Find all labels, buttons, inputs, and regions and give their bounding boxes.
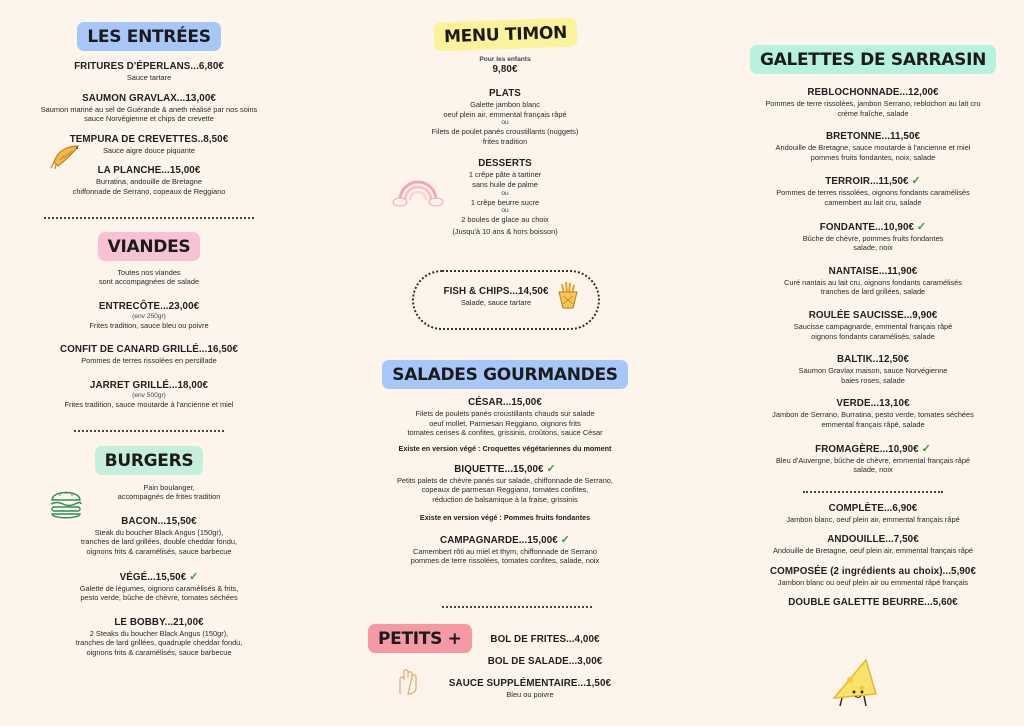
section-title-salades: SALADES GOURMANDES <box>382 360 627 389</box>
item-desc: pesto verde, bûche de chèvre, tomates séchées <box>80 593 238 603</box>
burgers-intro: accompagnés de frites tradition <box>117 492 221 502</box>
item-desc: sauce Norvégienne et chips de crevette <box>84 114 214 124</box>
petit-desc: Bleu ou poivre <box>506 690 554 699</box>
fries-cone-icon <box>556 280 580 310</box>
item-desc: Bûche de chèvre, pommes fruits fondantes <box>802 233 944 243</box>
item-desc: camembert au lait cru, salade <box>824 197 922 207</box>
menu-item <box>18 380 280 410</box>
timon-plats-title: PLATS <box>489 88 521 99</box>
column-left <box>18 0 280 657</box>
item-desc: Andouille de Bretagne, sauce moutarde à l'ancienne et miel <box>775 143 971 153</box>
item-desc: 2 Steaks du boucher Black Angus (150gr), <box>89 628 229 638</box>
item-desc: Saumon Gravlax maison, sauce Norvégienne <box>798 366 948 376</box>
menu-item <box>18 165 280 196</box>
item-name <box>728 87 1018 99</box>
salade-desc: tomates cerises & confites, grissinis, croûtons, sauce César <box>407 428 603 438</box>
salade-desc: Filets de poulets panés croustillants chauds sur salade <box>415 409 595 418</box>
item-name-text: SAUMON GRAVLAX...13,00€ <box>82 92 216 104</box>
menu-item <box>38 617 280 658</box>
item-desc: baies roses, salade <box>841 375 905 385</box>
menu-item <box>18 61 280 83</box>
timon-line: ou <box>501 189 509 197</box>
petit-item <box>440 678 620 700</box>
petit-name: SAUCE SUPPLÉMENTAIRE...1,50€ <box>448 678 612 689</box>
section-title-viandes: VIANDES <box>98 232 201 261</box>
item-name-text: BALTIK..12,50€ <box>837 354 909 366</box>
timon-desserts-title: DESSERTS <box>478 158 532 170</box>
salade-name: CÉSAR...15,00€ <box>468 397 542 408</box>
timon-plats <box>360 100 650 146</box>
leaf-icon: ✓ <box>916 220 927 233</box>
timon-line: oeuf plein air, emmental français râpé <box>443 109 567 119</box>
item-name <box>728 266 1018 278</box>
menu-item <box>38 571 280 603</box>
item-desc: salade, noix <box>853 243 893 253</box>
shrimp-tempura-icon <box>50 140 84 170</box>
petit-item <box>460 634 630 646</box>
item-name <box>18 344 280 356</box>
item-name-text: DOUBLE GALETTE BEURRE...5,60€ <box>788 597 958 609</box>
item-desc: tranches de lard grillées, double cheddar fondu, <box>80 537 238 547</box>
item-name-text: TEMPURA DE CREVETTES..8,50€ <box>69 133 229 145</box>
timon-note: (Jusqu'à 10 ans & hors boisson) <box>452 226 558 236</box>
item-name <box>728 221 1018 234</box>
item-desc: crème fraîche, salade <box>837 108 909 118</box>
hand-icon <box>394 664 420 696</box>
viandes-list <box>18 301 280 410</box>
item-desc: Andouille de Bretagne, oeuf plein air, emmental français râpé <box>772 546 974 556</box>
timon-line: Filets de poulet panés croustillants (nuggets) <box>431 127 579 137</box>
section-title-galettes: GALETTES DE SARRASIN <box>750 45 996 74</box>
item-desc: pommes fruits fondantes, noix, salade <box>810 152 936 162</box>
galettes-list <box>728 87 1018 475</box>
menu-item <box>728 266 1018 297</box>
item-name <box>18 93 280 105</box>
item-name-text: FROMAGÈRE...10,90€ <box>815 443 919 455</box>
item-desc: Sauce tartare <box>126 73 172 82</box>
item-desc: Pommes de terres rissolées en persillade <box>81 356 217 366</box>
item-desc: Pommes de terres rissolées, oignons fondants caramélisés <box>776 188 970 198</box>
petit-name: BOL DE FRITES...4,00€ <box>490 634 600 645</box>
item-desc: Bleu d'Auvergne, bûche de chèvre, emmental français râpé <box>775 455 971 465</box>
item-desc: oignons frits & caramélisés, sauce barbecue <box>86 546 232 556</box>
timon-line: Galette jambon blanc <box>470 100 540 109</box>
item-desc: tranches de lard grillées, salade <box>820 287 926 297</box>
petit-item <box>460 656 630 668</box>
item-desc: Saucisse campagnarde, emmental français râpé <box>793 321 953 331</box>
divider <box>442 606 592 608</box>
section-title-petits: PETITS + <box>368 624 472 653</box>
item-desc: Sauce aigre douce piquante <box>102 145 196 155</box>
menu-item <box>728 398 1018 429</box>
item-desc: Jambon blanc ou oeuf plein air ou emmental râpé français <box>777 577 969 587</box>
item-desc: tranches de lard grillées, quadruple cheddar fondu, <box>75 638 243 648</box>
item-name-text: LE BOBBY...21,00€ <box>114 616 204 628</box>
timon-line: ou <box>501 119 509 127</box>
divider <box>74 430 224 432</box>
section-title-entrees: LES ENTRÉES <box>77 22 220 51</box>
menu-item <box>728 175 1018 207</box>
item-name-text: VÉGÉ...15,50€ <box>119 571 187 583</box>
menu-item <box>728 354 1018 385</box>
item-desc: salade, noix <box>853 465 893 475</box>
fish-desc: Salade, sauce tartare <box>460 298 532 307</box>
salades-section <box>360 360 650 566</box>
rainbow-icon <box>392 172 444 208</box>
item-name-text: FRITURES D'ÉPERLANS...6,80€ <box>74 61 224 72</box>
section-title-burgers: BURGERS <box>95 446 204 475</box>
item-name <box>18 61 280 73</box>
item-name <box>728 443 1018 456</box>
menu-item <box>18 301 280 331</box>
item-name <box>728 310 1018 322</box>
item-desc: oignons frits & caramélisés, sauce barbecue <box>86 647 232 657</box>
entrees-list <box>18 61 280 197</box>
item-desc: Frites tradition, sauce bleu ou poivre <box>89 320 209 330</box>
vege-note: Existe en version végé : Pommes fruits fondantes <box>419 512 591 522</box>
cheese-mascot-icon <box>826 654 882 710</box>
menu-item <box>18 344 280 366</box>
salade-desc: Petits palets de chèvre panés sur salade, chiffonnade de Serrano, <box>397 475 613 485</box>
salade-desc: copeaux de parmesan Reggiano, tomates confites, <box>421 485 589 495</box>
item-desc: Galette de légumes, oignons caramélisés & frits, <box>79 583 239 593</box>
salade-name: CAMPAGNARDE...15,00€ ✓ <box>440 533 570 546</box>
item-desc: oignons fondants caramélisés, salade <box>811 331 935 341</box>
divider <box>44 217 254 219</box>
item-name <box>18 380 280 392</box>
item-note: (env 250gr) <box>132 312 166 320</box>
menu-item <box>728 443 1018 475</box>
item-name <box>728 398 1018 410</box>
salade-name: BIQUETTE...15,00€ ✓ <box>454 462 556 475</box>
item-name-text: TERROIR...11,50€ <box>825 176 909 188</box>
leaf-icon: ✓ <box>911 175 921 188</box>
item-desc: chiffonnade de Serrano, copeaux de Reggiano <box>72 186 226 196</box>
item-name-text: NANTAISE...11,90€ <box>828 265 918 277</box>
item-desc: Curé nantais au lait cru, oignons fondants caramélisés <box>784 277 962 287</box>
item-name-text: ROULÉE SAUCISSE...9,90€ <box>808 309 938 321</box>
timon-line: frites tradition <box>482 136 528 146</box>
item-name <box>728 597 1018 609</box>
item-desc: Frites tradition, sauce moutarde à l'ancienne et miel <box>64 399 234 409</box>
menu-item <box>728 221 1018 253</box>
burgers-list <box>18 516 280 658</box>
timon-line: 1 crêpe pâte à tartiner <box>468 170 542 180</box>
menu-item <box>728 597 1018 609</box>
item-name <box>728 566 1018 578</box>
item-name-text: ANDOUILLE...7,50€ <box>827 534 919 546</box>
menu-item <box>728 566 1018 588</box>
item-desc: Pommes de terre rissolées, jambon Serrano, reblochon au lait cru <box>765 99 981 108</box>
item-name-text: VERDE...13,10€ <box>836 398 910 410</box>
burgers-intro: Pain boulanger, <box>143 482 195 492</box>
timon-line: 2 boules de glace au choix <box>461 215 549 225</box>
item-desc: Burratina, andouille de Bretagne <box>95 177 202 187</box>
petits-title-wrap <box>368 624 472 653</box>
section-title-timon: MENU TIMON <box>433 18 577 52</box>
viandes-intro: Toutes nos viandes <box>117 267 181 277</box>
item-desc: Jambon blanc, oeuf plein air, emmental français râpé <box>786 514 960 524</box>
item-name-text: COMPLÈTE...6,90€ <box>828 502 918 514</box>
salade-desc: oeuf mollet, Parmesan Reggiano, oignons frits <box>429 418 581 428</box>
timon-sub: Pour les enfants <box>479 56 531 63</box>
item-name-text: COMPOSÉE (2 ingrédients au choix)...5,90€ <box>769 565 977 577</box>
timon-price: 9,80€ <box>492 64 518 75</box>
item-name <box>38 617 280 629</box>
salade-desc: réduction de balsamique à la fraise, grissinis <box>432 494 578 504</box>
petit-name: BOL DE SALADE...3,00€ <box>487 656 603 667</box>
timon-line: 1 crêpe beurre sucre <box>470 197 540 207</box>
item-name-text: CONFIT DE CANARD GRILLÉ...16,50€ <box>60 344 238 356</box>
item-name <box>728 354 1018 366</box>
leaf-icon: ✓ <box>189 570 199 583</box>
item-name <box>728 131 1018 143</box>
item-name <box>728 534 1018 546</box>
leaf-icon: ✓ <box>546 462 556 475</box>
item-name-text: BACON...15,50€ <box>121 515 197 527</box>
menu-item <box>728 310 1018 341</box>
item-name-text: LA PLANCHE...15,00€ <box>97 165 201 177</box>
column-right <box>728 0 1018 609</box>
item-name-text: ENTRECÔTE...23,00€ <box>98 300 200 312</box>
item-desc: emmental français râpé, salade <box>821 419 925 429</box>
burger-icon <box>48 486 84 522</box>
menu-item <box>18 93 280 124</box>
timon-line: sans huile de palme <box>472 179 538 189</box>
item-desc: Saumon mariné au sel de Guérande & aneth réalisé par nos soins <box>40 104 258 114</box>
item-desc: Jambon de Serrano, Burratina, pesto verde, tomates séchées <box>772 410 974 420</box>
item-note: (env 500gr) <box>132 391 166 399</box>
item-name <box>38 571 280 584</box>
salade-desc: pommes de terre rissolées, tomates confites, salade, noix <box>410 556 600 566</box>
viandes-intro: sont accompagnées de salade <box>98 277 200 287</box>
item-desc: Steak du boucher Black Angus (150gr), <box>94 527 224 537</box>
leaf-icon: ✓ <box>560 533 570 546</box>
item-name <box>18 301 280 313</box>
timon-line: ou <box>501 207 509 215</box>
menu-item <box>728 87 1018 118</box>
item-name-text: JARRET GRILLÉ...18,00€ <box>89 379 209 391</box>
item-name-text: BRETONNE...11,50€ <box>825 131 921 143</box>
divider <box>803 491 943 493</box>
menu-item <box>728 503 1018 525</box>
menu-item <box>728 131 1018 162</box>
galettes-extras-list <box>728 503 1018 610</box>
item-name <box>728 175 1018 188</box>
item-name-text: REBLOCHONNADE...12,00€ <box>807 87 939 98</box>
fish-name: FISH & CHIPS...14,50€ <box>443 286 549 297</box>
item-name <box>728 503 1018 515</box>
vege-note: Existe en version végé : Croquettes végétariennes du moment <box>398 443 612 453</box>
leaf-icon: ✓ <box>921 442 931 455</box>
item-name-text: FONDANTE...10,90€ <box>819 221 915 233</box>
menu-item <box>728 534 1018 556</box>
salade-desc: Camembert rôti au miel et thym, chiffonnade de Serrano <box>413 546 597 556</box>
